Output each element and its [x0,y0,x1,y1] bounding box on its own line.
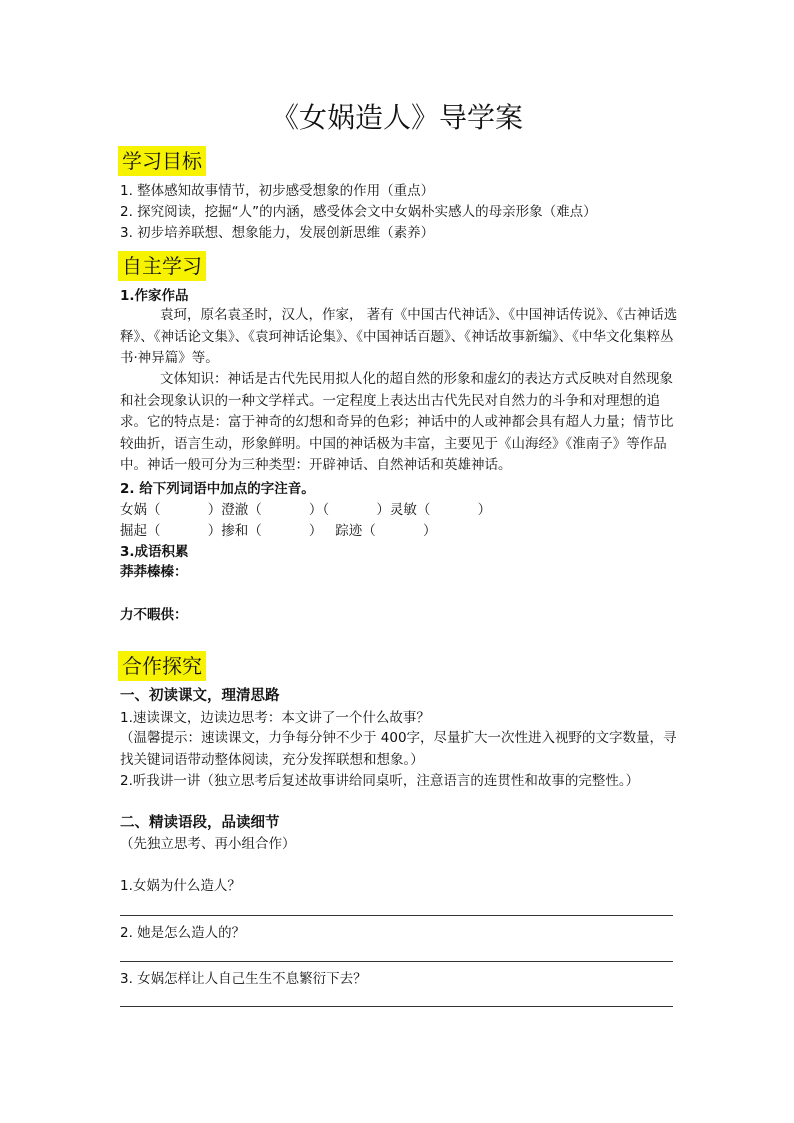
author-heading: 1.作家作品 [120,288,189,304]
answer-line-3[interactable] [120,1006,673,1007]
part1-tip: （温馨提示：速读课文，力争每分钟不少于 400字，尽量扩大一次性进入视野的文字数量，寻找关键词语带动整体阅读，充分发挥联想和想象。） [120,730,677,768]
pinyin-row-2: 掘起（ ）掺和（ ） 踪迹（ ） [120,523,437,539]
goal-item-2: 2. 探究阅读，挖掘“人”的内涵，感受体会文中女娲朴实感人的母亲形象（难点） [120,204,597,220]
goal-item-3: 3. 初步培养联想、想象能力，发展创新思维（素养） [120,225,435,241]
answer-line-1[interactable] [120,915,673,916]
part1-question-2: 2.听我讲一讲（独立思考后复述故事讲给同桌听，注意语言的连贯性和故事的完整性。） [120,773,640,789]
goal-item-1: 1. 整体感知故事情节，初步感受想象的作用（重点） [120,183,435,199]
pinyin-heading: 2. 给下列词语中加点的字注音。 [120,481,315,497]
idiom-2: 力不暇供： [120,607,188,623]
part2-heading: 二、精读语段，品读细节 [120,815,280,831]
author-paragraph: 袁珂，原名袁圣时，汉人，作家， 著有《中国古代神话》、《中国神话传说》、《古神话选释》、《神话论文集》、《袁珂神话论集》、《中国神话百题》、《神话故事新编》、《中华文化集粹丛书·神异篇》等。 [120,307,678,366]
part2-note: （先独立思考、再小组合作） [120,836,296,852]
section-heading-learning-goals: 学习目标 [118,146,206,176]
section-heading-self-study: 自主学习 [118,251,206,281]
question-1: 1.女娲为什么造人？ [120,878,241,894]
part1-question-1: 1.速读课文，边读边思考：本文讲了一个什么故事？ [120,710,430,726]
pinyin-row-1: 女娲（ ）澄澈（ ）（ ）灵敏（ ） [120,502,492,518]
question-3: 3. 女娲怎样让人自己生生不息繁衍下去？ [120,971,367,987]
question-2: 2. 她是怎么造人的？ [120,925,246,941]
part1-heading: 一、初读课文，理清思路 [120,688,280,704]
page-title: 《女娲造人》导学案 [270,101,523,134]
answer-line-2[interactable] [120,961,673,962]
idiom-heading: 3.成语积累 [120,544,189,560]
section-heading-cooperative-inquiry: 合作探究 [118,651,206,681]
idiom-1: 莽莽榛榛： [120,564,188,580]
genre-paragraph: 文体知识：神话是古代先民用拟人化的超自然的形象和虚幻的表达方式反映对自然现象和社会现象认识的一种文学样式。一定程度上表达出古代先民对自然力的斗争和对理想的追求。它的特点是：富于神奇的幻想和奇异的色彩；神话中的人或神都会具有超人力量；情节比较曲折，语言生动，形象鲜明。中国的神话极为丰富，主要见于《山海经》《淮南子》等作品中。神话一般可分为三种类型：开辟神话、自然神话和英雄神话。 [120,371,674,473]
